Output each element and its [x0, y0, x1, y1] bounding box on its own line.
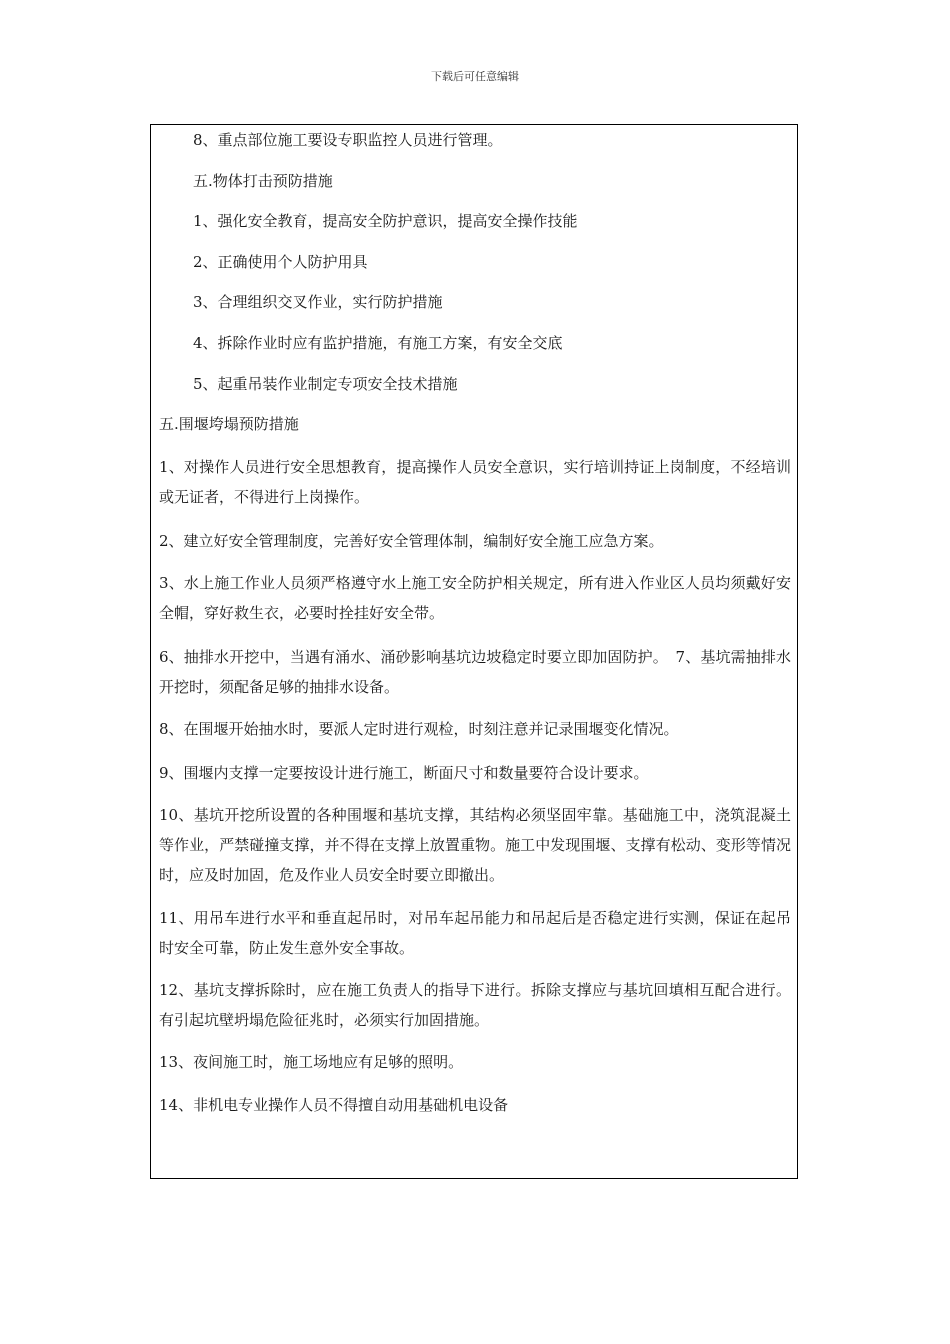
item-4-demolition: 4、拆除作业时应有监护措施，有施工方案，有安全交底 [193, 334, 563, 352]
paragraph-11: 11、用吊车进行水平和垂直起吊时，对吊车起吊能力和吊起后是否稳定进行实测，保证在起吊时安全可靠，防止发生意外安全事故。 [159, 909, 791, 957]
paragraph-13: 13、夜间施工时，施工场地应有足够的照明。 [159, 1053, 464, 1071]
paragraph-1: 1、对操作人员进行安全思想教育，提高操作人员安全意识，实行培训持证上岗制度，不经培训或无证者，不得进行上岗操作。 [159, 458, 791, 506]
section-heading-object-strike: 五.物体打击预防措施 [193, 172, 333, 190]
item-3-cross-operation: 3、合理组织交叉作业，实行防护措施 [193, 293, 443, 311]
paragraph-8: 8、在围堰开始抽水时，要派人定时进行观检，时刻注意并记录围堰变化情况。 [159, 720, 679, 738]
paragraph-14: 14、非机电专业操作人员不得擅自动用基础机电设备 [159, 1096, 509, 1114]
paragraph-10: 10、基坑开挖所设置的各种围堰和基坑支撑，其结构必须坚固牢靠。基础施工中，浇筑混凝土等作业，严禁碰撞支撑，并不得在支撑上放置重物。施工中发现围堰、支撑有松动、变形等情况时，应及时加固，危及作业人员安全时要立即撤出。 [159, 806, 791, 884]
paragraph-2: 2、建立好安全管理制度，完善好安全管理体制，编制好安全施工应急方案。 [159, 532, 664, 550]
paragraph-3: 3、水上施工作业人员须严格遵守水上施工安全防护相关规定，所有进入作业区人员均须戴好安全帽，穿好救生衣，必要时拴挂好安全带。 [159, 574, 791, 622]
paragraph-6-7: 6、抽排水开挖中，当遇有涌水、涌砂影响基坑边坡稳定时要立即加固防护。 7、基坑需抽排水开挖时，须配备足够的抽排水设备。 [159, 648, 791, 696]
section-heading-cofferdam: 五.围堰垮塌预防措施 [159, 415, 299, 433]
item-8-monitoring: 8、重点部位施工要设专职监控人员进行管理。 [193, 131, 503, 149]
item-5-lifting: 5、起重吊装作业制定专项安全技术措施 [193, 375, 458, 393]
item-1-safety-education: 1、强化安全教育，提高安全防护意识，提高安全操作技能 [193, 212, 578, 230]
item-2-protective-gear: 2、正确使用个人防护用具 [193, 253, 368, 271]
header-note: 下载后可任意编辑 [431, 70, 519, 83]
paragraph-12: 12、基坑支撑拆除时，应在施工负责人的指导下进行。拆除支撑应与基坑回填相互配合进行。有引起坑壁坍塌危险征兆时，必须实行加固措施。 [159, 981, 791, 1029]
document-table-cell [150, 124, 798, 1179]
paragraph-9: 9、围堰内支撑一定要按设计进行施工，断面尺寸和数量要符合设计要求。 [159, 764, 649, 782]
